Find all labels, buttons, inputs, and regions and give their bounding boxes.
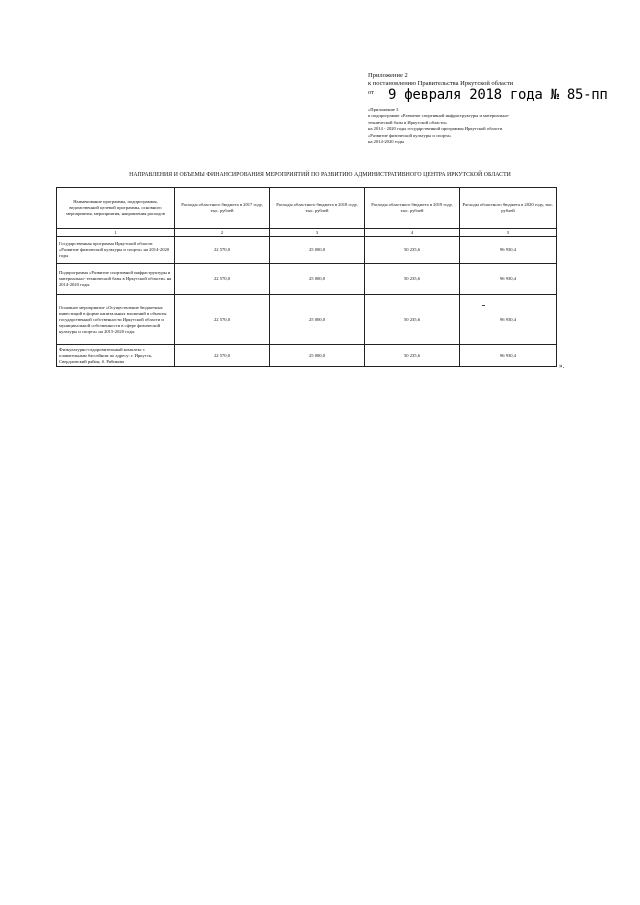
table-header-row [57, 188, 557, 229]
value-2017: 22 570,0 [175, 264, 270, 295]
column-header: Расходы областного бюджета в 2018 году, тыс. рублей [270, 188, 365, 229]
subheader-line: «Развитие физической культуры и спорта» [368, 132, 452, 138]
subheader-line: на 2014-2020 годы [368, 139, 405, 145]
date-prefix: от [368, 89, 375, 96]
closing-quote-mark: ». [559, 362, 565, 370]
decree-date-number: 9 февраля 2018 года № 85-пп [388, 87, 608, 103]
value-2018: 25 000,0 [270, 295, 365, 345]
column-number: 3 [270, 229, 365, 237]
column-number: 4 [365, 229, 460, 237]
value-2019: 50 235,6 [365, 295, 460, 345]
value-2020: 96 930,4 [460, 295, 557, 345]
subheader-line: «Приложение 3 [368, 107, 399, 112]
column-header: Расходы областного бюджета в 2020 году, тыс. рублей [460, 188, 557, 229]
value-2020: 96 930,4 [460, 264, 557, 295]
row-name: Государственная программа Иркутской области «Развитие физической культуры и спорта» на 2014-2020 годы [57, 237, 175, 264]
document-title: НАПРАВЛЕНИЯ И ОБЪЕМЫ ФИНАНСИРОВАНИЯ МЕРОПРИЯТИЙ ПО РАЗВИТИЮ АДМИНИСТРАТИВНОГО ЦЕНТРА ИРКУТСКОЙ ОБЛАСТИ [129, 172, 511, 178]
row-name: Основное мероприятие «Осуществление бюджетных инвестиций в форме капитальных вложений в объекты государственной собственности Иркутской области и муниципальной собственности в сфере физической культуры и спорта» на 2015-2020 годы [57, 295, 175, 345]
column-header: Расходы областного бюджета в 2017 году, тыс. рублей [175, 188, 270, 229]
subheader-line: технической базы в Иркутской области» [368, 119, 448, 125]
value-2019: 50 235,6 [365, 237, 460, 264]
table-row [57, 264, 557, 295]
column-header: Расходы областного бюджета в 2019 году, тыс. рублей [365, 188, 460, 229]
subheader-line: к подпрограмме «Развитие спортивной инфраструктуры и материально- [368, 113, 510, 119]
row-name: Подпрограмма «Развитие спортивной инфраструктуры и материально- технической базы в Иркутской области» на 2014-2020 годы [57, 264, 175, 295]
appendix-label: Приложение 2 [368, 72, 408, 79]
value-2020: 96 930,4 [460, 237, 557, 264]
value-2018: 25 000,0 [270, 345, 365, 367]
value-2019: 50 235,6 [365, 345, 460, 367]
value-2018: 25 000,0 [270, 264, 365, 295]
table-row [57, 295, 557, 345]
value-2020: 96 930,4 [460, 345, 557, 367]
scan-mark [482, 305, 485, 306]
column-number: 5 [460, 229, 557, 237]
value-2017: 22 570,0 [175, 345, 270, 367]
table-row [57, 345, 557, 367]
subprogram-reference [368, 107, 618, 145]
decree-reference: к постановлению Правительства Иркутской области [368, 80, 514, 87]
column-number: 1 [57, 229, 175, 237]
column-number-row [57, 229, 557, 237]
value-2018: 25 000,0 [270, 237, 365, 264]
value-2019: 50 235,6 [365, 264, 460, 295]
table-row [57, 237, 557, 264]
row-name: Физкультурно-оздоровительный комплекс с плавательным бассейном по адресу: г. Иркутск, Свердловский район, б. Рябикова [57, 345, 175, 367]
financing-table [56, 187, 557, 367]
column-number: 2 [175, 229, 270, 237]
value-2017: 22 570,0 [175, 295, 270, 345]
column-header: Наименование программы, подпрограммы, ведомственной целевой программы, основного мероприятия, мероприятия, направления расходов [57, 188, 175, 229]
subheader-line: на 2014 - 2020 годы государственной программы Иркутской области [368, 126, 503, 132]
value-2017: 22 570,0 [175, 237, 270, 264]
